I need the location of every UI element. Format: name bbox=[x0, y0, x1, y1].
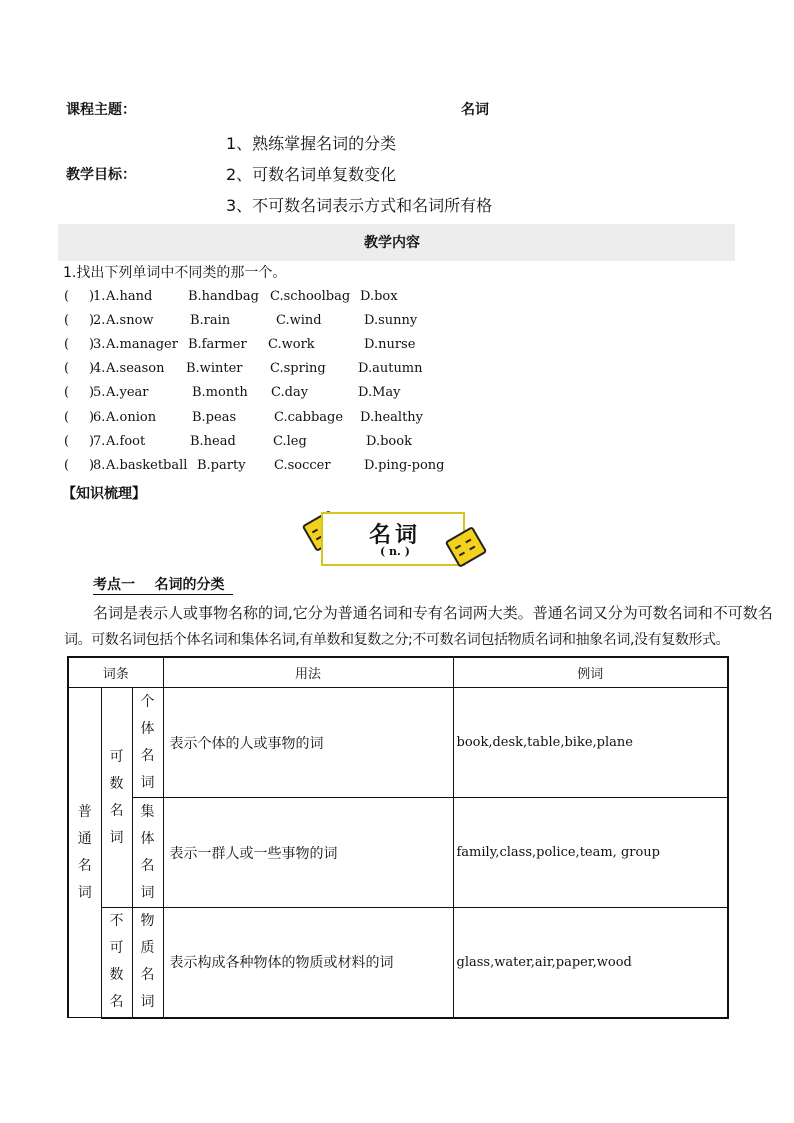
title-sub: ( n. ) bbox=[380, 545, 410, 558]
option-a: A.year bbox=[106, 385, 149, 401]
answer-bracket-open: ( bbox=[64, 289, 70, 304]
option-c: C.wind bbox=[276, 313, 322, 329]
option-c: C.soccer bbox=[274, 457, 331, 473]
option-d: D.box bbox=[360, 289, 398, 304]
answer-bracket-close: ) bbox=[89, 433, 95, 449]
option-d: D.healthy bbox=[360, 409, 424, 425]
section-label: 【知识梳理】 bbox=[62, 486, 146, 502]
option-a: A.onion bbox=[106, 409, 157, 425]
option-a: A.basketball bbox=[106, 457, 188, 473]
goal-2: 2、可数名词单复数变化 bbox=[226, 165, 397, 184]
option-b: B.handbag bbox=[188, 289, 259, 304]
common-noun-cell: 普 通 名 词 bbox=[68, 688, 101, 1018]
option-d: D.book bbox=[366, 433, 412, 449]
answer-bracket-close: ) bbox=[89, 289, 95, 304]
answer-bracket-close: ) bbox=[89, 457, 95, 473]
answer-bracket-close: ) bbox=[89, 409, 95, 425]
uncountable-noun-cell: 不 可 数 名 bbox=[101, 908, 132, 1018]
option-a: A.season bbox=[106, 361, 165, 377]
option-d: D.nurse bbox=[364, 337, 416, 353]
option-a: A.manager bbox=[106, 337, 178, 353]
goal-3: 3、不可数名词表示方式和名词所有格 bbox=[226, 196, 493, 215]
option-d: D.sunny bbox=[364, 313, 418, 329]
option-a: A.foot bbox=[106, 433, 146, 449]
type-cell: 物 质 名 词 bbox=[132, 908, 163, 1018]
option-b: B.rain bbox=[190, 313, 231, 329]
option-b: B.party bbox=[197, 457, 246, 473]
content-band-label: 教学内容 bbox=[364, 235, 420, 251]
option-b: B.month bbox=[192, 385, 248, 401]
goal-1: 1、熟练掌握名词的分类 bbox=[226, 134, 397, 153]
option-c: C.day bbox=[271, 385, 309, 401]
option-c: C.leg bbox=[273, 433, 307, 449]
para-line-1: 名词是表示人或事物名称的词,它分为普通名词和专有名词两大类。普通名词又分为可数名词和不可数名 bbox=[93, 604, 773, 622]
answer-bracket-open: ( bbox=[64, 361, 70, 377]
option-c: C.cabbage bbox=[274, 409, 344, 425]
option-d: D.ping-pong bbox=[364, 457, 445, 473]
goals-label: 教学目标： bbox=[66, 167, 136, 183]
content-band bbox=[58, 224, 735, 261]
question-number: 5. bbox=[93, 385, 106, 401]
title-box bbox=[321, 512, 465, 566]
answer-bracket-open: ( bbox=[64, 337, 70, 353]
usage-cell: 表示一群人或一些事物的词 bbox=[163, 798, 453, 908]
answer-bracket-open: ( bbox=[64, 409, 70, 425]
type-cell: 集 体 名 词 bbox=[132, 798, 163, 908]
answer-bracket-open: ( bbox=[64, 313, 70, 329]
answer-bracket-open: ( bbox=[64, 385, 70, 401]
option-c: C.spring bbox=[270, 361, 326, 377]
header-entry: 词条 bbox=[68, 657, 163, 688]
title-main: 名词 bbox=[369, 523, 422, 548]
option-c: C.work bbox=[268, 337, 315, 353]
option-a: A.snow bbox=[106, 313, 154, 329]
answer-bracket-close: ) bbox=[89, 385, 95, 401]
question-number: 4. bbox=[93, 361, 106, 377]
topic-value: 名词 bbox=[461, 102, 489, 118]
para-line-2: 词。可数名词包括个体名词和集体名词,有单数和复数之分;不可数名词包括物质名词和抽象名词,没有复数形式。 bbox=[64, 632, 730, 648]
option-a: A.hand bbox=[106, 289, 153, 304]
option-b: B.head bbox=[190, 433, 236, 449]
type-cell: 个 体 名 词 bbox=[132, 688, 163, 798]
header-usage: 用法 bbox=[163, 657, 453, 688]
option-d: D.May bbox=[358, 385, 401, 401]
question-number: 8. bbox=[93, 457, 106, 473]
question-number: 2. bbox=[93, 313, 106, 329]
examples-cell: glass,water,air,paper,wood bbox=[453, 908, 728, 1018]
option-b: B.winter bbox=[186, 361, 243, 377]
question-number: 3. bbox=[93, 337, 106, 353]
examples-cell: book,desk,table,bike,plane bbox=[453, 688, 728, 798]
option-d: D.autumn bbox=[358, 361, 423, 377]
header-examples: 例词 bbox=[453, 657, 728, 688]
answer-bracket-close: ) bbox=[89, 313, 95, 329]
usage-cell: 表示个体的人或事物的词 bbox=[163, 688, 453, 798]
option-c: C.schoolbag bbox=[270, 289, 351, 304]
noun-table bbox=[67, 656, 729, 1019]
question-number: 6. bbox=[93, 409, 106, 425]
answer-bracket-open: ( bbox=[64, 433, 70, 449]
option-b: B.farmer bbox=[188, 337, 247, 353]
question-number: 1. bbox=[93, 289, 106, 304]
exercise-instruction: 1.找出下列单词中不同类的那一个。 bbox=[63, 265, 287, 281]
answer-bracket-open: ( bbox=[64, 457, 70, 473]
countable-noun-cell: 可 数 名 词 bbox=[101, 688, 132, 908]
point-heading: 考点一 名词的分类 bbox=[93, 574, 233, 595]
option-b: B.peas bbox=[192, 409, 237, 425]
usage-cell: 表示构成各种物体的物质或材料的词 bbox=[163, 908, 453, 1018]
answer-bracket-close: ) bbox=[89, 361, 95, 377]
topic-label: 课程主题： bbox=[66, 102, 136, 118]
question-number: 7. bbox=[93, 433, 106, 449]
answer-bracket-close: ) bbox=[89, 337, 95, 353]
examples-cell: family,class,police,team, group bbox=[453, 798, 728, 908]
